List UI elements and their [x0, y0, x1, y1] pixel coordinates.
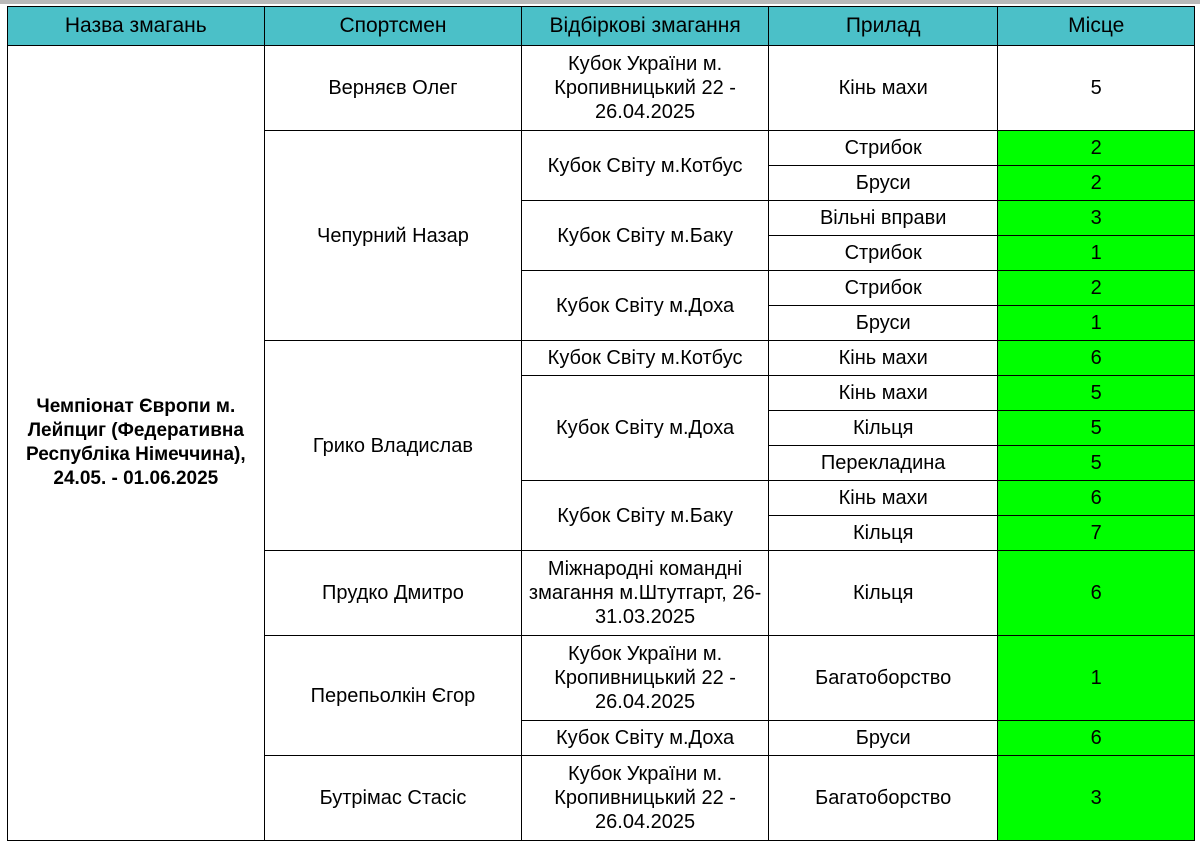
place-value: 1 [998, 306, 1195, 341]
qualifier-name: Кубок Світу м.Доха [522, 271, 769, 341]
qualifier-name: Кубок Світу м.Доха [522, 721, 769, 756]
results-table [7, 6, 1195, 841]
qualifier-name: Кубок Світу м.Котбус [522, 341, 769, 376]
athlete-name: Грико Владислав [264, 341, 522, 551]
qualifier-name: Міжнародні командні змагання м.Штутгарт, 26-31.03.2025 [522, 551, 769, 636]
place-value: 3 [998, 201, 1195, 236]
apparatus-name: Багатоборство [768, 756, 998, 841]
apparatus-name: Бруси [768, 721, 998, 756]
apparatus-name: Стрибок [768, 271, 998, 306]
apparatus-name: Багатоборство [768, 636, 998, 721]
place-value: 6 [998, 551, 1195, 636]
place-value: 2 [998, 271, 1195, 306]
apparatus-name: Стрибок [768, 131, 998, 166]
table-header-row [8, 7, 1195, 46]
place-value: 7 [998, 516, 1195, 551]
apparatus-name: Бруси [768, 166, 998, 201]
place-value: 5 [998, 376, 1195, 411]
qualifier-name: Кубок України м. Кропивницький 22 - 26.04.2025 [522, 46, 769, 131]
place-value: 2 [998, 166, 1195, 201]
place-value: 6 [998, 721, 1195, 756]
place-value: 5 [998, 411, 1195, 446]
apparatus-name: Бруси [768, 306, 998, 341]
header-place: Місце [998, 7, 1195, 46]
athlete-name: Перепьолкін Єгор [264, 636, 522, 756]
apparatus-name: Перекладина [768, 446, 998, 481]
athlete-name: Чепурний Назар [264, 131, 522, 341]
qualifier-name: Кубок України м. Кропивницький 22 - 26.04.2025 [522, 636, 769, 721]
apparatus-name: Кінь махи [768, 481, 998, 516]
place-value: 5 [998, 46, 1195, 131]
place-value: 3 [998, 756, 1195, 841]
header-athlete: Спортсмен [264, 7, 522, 46]
place-value: 5 [998, 446, 1195, 481]
place-value: 2 [998, 131, 1195, 166]
apparatus-name: Кінь махи [768, 46, 998, 131]
apparatus-name: Вільні вправи [768, 201, 998, 236]
apparatus-name: Кільця [768, 551, 998, 636]
header-apparatus: Прилад [768, 7, 998, 46]
table-row [8, 46, 1195, 131]
athlete-name: Бутрімас Стасіс [264, 756, 522, 841]
place-value: 1 [998, 636, 1195, 721]
apparatus-name: Кінь махи [768, 341, 998, 376]
header-qualifier: Відбіркові змагання [522, 7, 769, 46]
competition-name: Чемпіонат Європи м. Лейпциг (Федеративна Республіка Німеччина), 24.05. - 01.06.2025 [8, 46, 265, 841]
place-value: 6 [998, 481, 1195, 516]
qualifier-name: Кубок Світу м.Баку [522, 481, 769, 551]
apparatus-name: Стрибок [768, 236, 998, 271]
apparatus-name: Кінь махи [768, 376, 998, 411]
qualifier-name: Кубок України м. Кропивницький 22 - 26.04.2025 [522, 756, 769, 841]
apparatus-name: Кільця [768, 516, 998, 551]
place-value: 6 [998, 341, 1195, 376]
athlete-name: Верняєв Олег [264, 46, 522, 131]
apparatus-name: Кільця [768, 411, 998, 446]
header-competition: Назва змагань [8, 7, 265, 46]
qualifier-name: Кубок Світу м.Котбус [522, 131, 769, 201]
place-value: 1 [998, 236, 1195, 271]
qualifier-name: Кубок Світу м.Баку [522, 201, 769, 271]
qualifier-name: Кубок Світу м.Доха [522, 376, 769, 481]
athlete-name: Прудко Дмитро [264, 551, 522, 636]
window-top-bar [0, 0, 1200, 4]
